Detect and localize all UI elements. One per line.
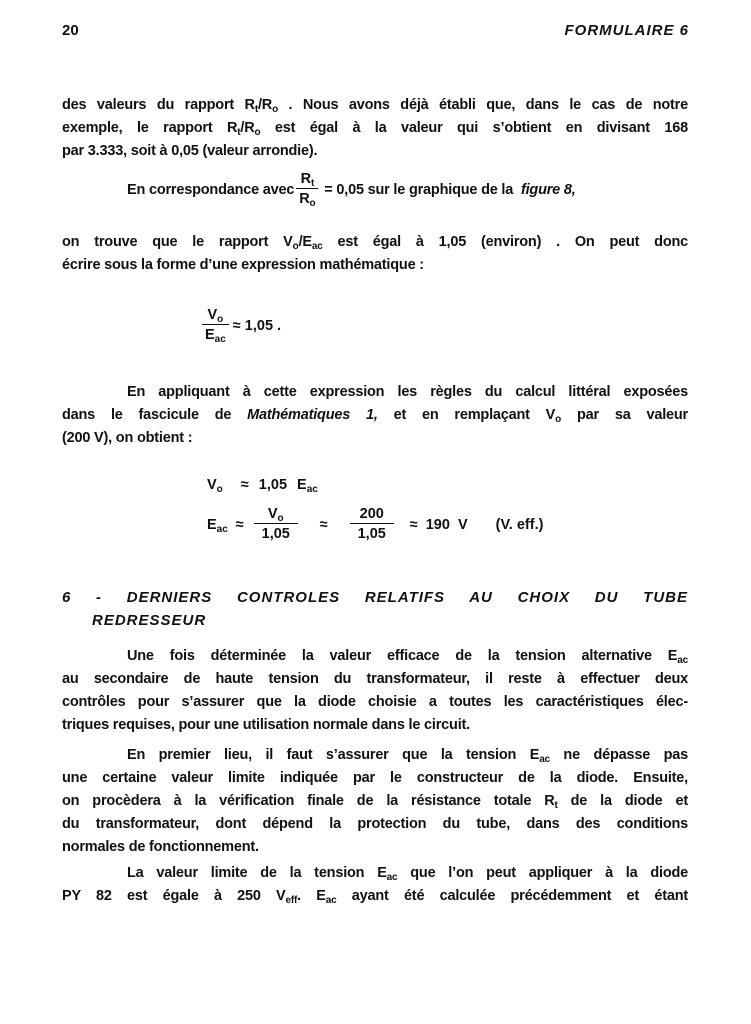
equation-vo-approx: $V_o \approx 1,05$ $E_{ac}$ <box>207 477 318 495</box>
approx-sign: ≈ <box>319 516 328 533</box>
paragraph-2-line-3: écrire sous la forme d’une expression mathématique : <box>62 257 424 273</box>
paragraph-4-line-3: contrôles pour s’assurer que la diode choisie a toutes les caractéristiques élec- <box>62 694 688 710</box>
200-over-105-fraction: $\frac{200}{1,05}$ <box>350 505 394 544</box>
paragraph-6-line-1: La valeur limite de la tension $E_{ac}$ que l’on peut appliquer à la diode <box>127 865 689 883</box>
paragraph-4-line-1: Une fois déterminée la valeur efficace de la tension alternative $E_{ac}$ <box>127 648 688 666</box>
equation-result: ≈ 190 V <box>409 516 468 533</box>
equation-rhs: ≈ 1,05 . <box>232 317 282 334</box>
eac-lhs: $E_{ac}$ <box>207 516 228 535</box>
running-title: FORMULAIRE 6 <box>564 22 689 39</box>
paragraph-6-line-2: PY 82 est égale à 250 $V_{eff}$. $E_{ac}$ ayant été calculée précédemment et étant <box>62 888 688 906</box>
paragraph-2-line-2: on trouve que le rapport $V_o/E_{ac}$ est égal à 1,05 (environ) . On peut donc <box>62 234 689 252</box>
paragraph-5-line-4: du transformateur, dont dépend la protection du tube, dans des conditions <box>62 816 688 832</box>
text: = 0,05 sur le graphique de la <box>320 181 517 198</box>
unit-note: (V. eff.) <box>495 516 544 533</box>
equation-vo-over-eac <box>200 306 281 345</box>
rt-over-ro-fraction: $\frac{R_t}{R_o}$ <box>296 170 318 209</box>
paragraph-1-line-2: exemple, le rapport $R_t/R_o$ est égal à la valeur qui s’obtient en divisant 168 <box>62 120 689 138</box>
vo-over-eac-fraction: $\frac{V_o}{E_{ac}}$ <box>202 306 229 345</box>
paragraph-4-line-4: triques requises, pour une utilisation normale dans le circuit. <box>62 717 470 733</box>
figure-reference: figure 8, <box>520 181 576 198</box>
equation-eac-result <box>207 505 543 544</box>
section-heading-line-1: 6 - DERNIERS CONTROLES RELATIFS AU CHOIX DU TUBE <box>62 589 688 606</box>
text: En correspondance avec <box>127 181 295 198</box>
paragraph-3-line-2: dans le fascicule de Mathématiques 1, et en remplaçant $V_o$ par sa valeur <box>62 407 688 425</box>
paragraph-3-line-3: (200 V), on obtient : <box>62 430 193 446</box>
paragraph-5-line-1: En premier lieu, il faut s’assurer que la tension $E_{ac}$ ne dépasse pas <box>127 747 689 765</box>
paragraph-5-line-3: on procèdera à la vérification finale de la résistance totale $R_t$ de la diode et <box>62 793 688 811</box>
paragraph-5-line-2: une certaine valeur limite indiquée par le constructeur de la diode. Ensuite, <box>62 770 688 786</box>
paragraph-4-line-2: au secondaire de haute tension du transformateur, il reste à effectuer deux <box>62 671 688 687</box>
paragraph-2-line-1 <box>127 170 688 209</box>
page-number: 20 <box>62 22 79 39</box>
paragraph-5-line-5: normales de fonctionnement. <box>62 839 259 855</box>
section-heading-line-2: REDRESSEUR <box>92 612 207 629</box>
paragraph-1-line-3: par 3.333, soit à 0,05 (valeur arrondie). <box>62 143 318 159</box>
paragraph-3-line-1: En appliquant à cette expression les règles du calcul littéral exposées <box>127 384 688 400</box>
approx-sign: ≈ <box>235 516 244 533</box>
vo-over-105-fraction: $\frac{V_o}{1,05}$ <box>254 505 298 544</box>
paragraph-1-line-1: des valeurs du rapport $R_t/R_o$ . Nous avons déjà établi que, dans le cas de notre <box>62 97 688 115</box>
